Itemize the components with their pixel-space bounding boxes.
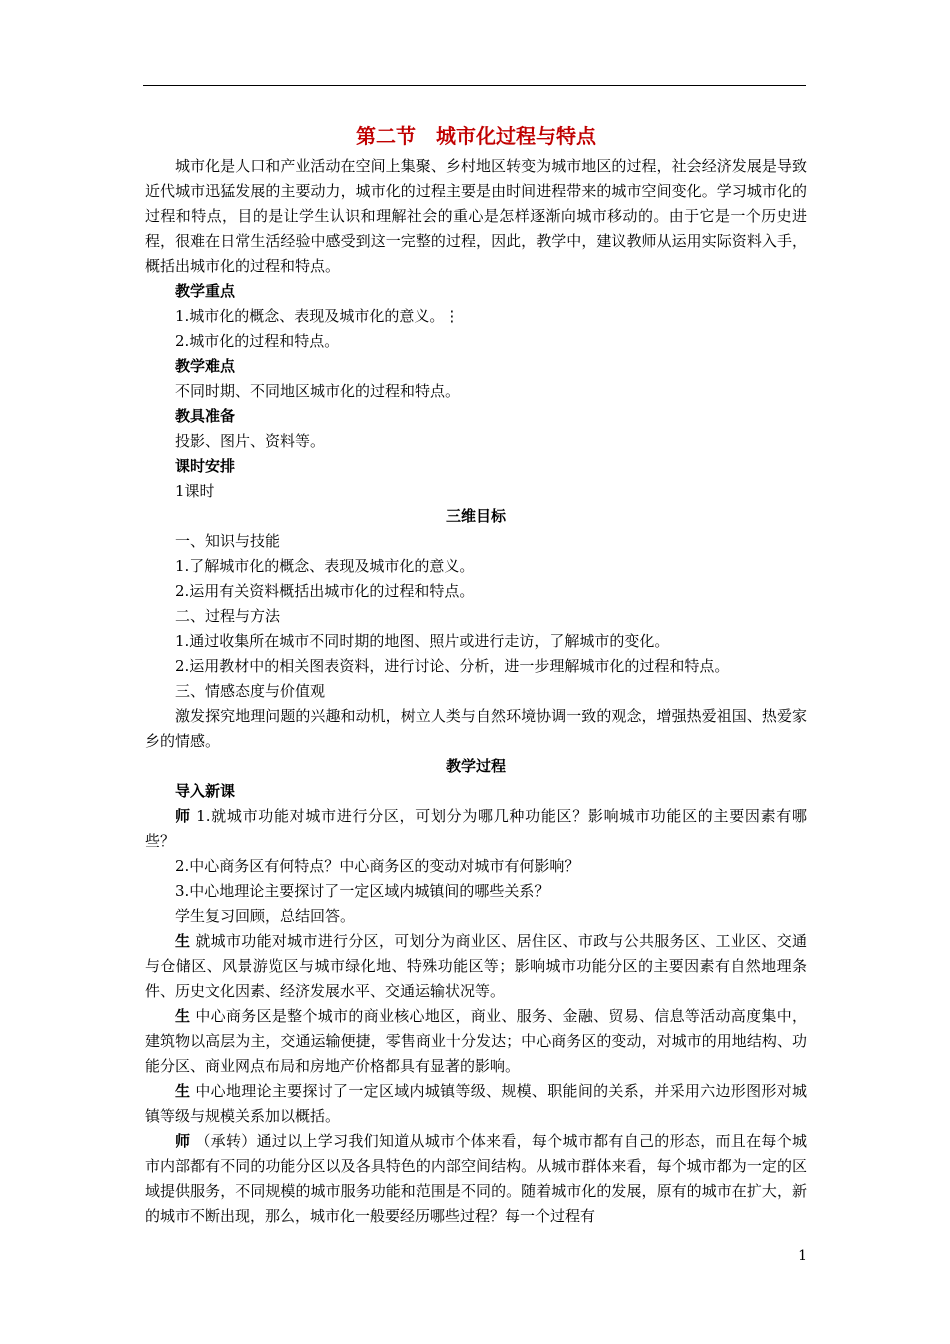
student-answer — [145, 929, 807, 1004]
review-text: 学生复习回顾，总结回答。 — [175, 907, 356, 925]
focus-item: 2.城市化的过程和特点。 — [175, 332, 340, 350]
focus-item: 1.城市化的概念、表现及城市化的意义。⋮ — [175, 307, 460, 325]
teacher-question: 3.中心地理论主要探讨了一定区域内城镇间的哪些关系？ — [175, 882, 550, 900]
goals-item: 1.通过收集所在城市不同时期的地图、照片或进行走访，了解城市的变化。 — [175, 632, 670, 650]
answer-text: 就城市功能对城市进行分区，可划分为商业区、居住区、市政与公共服务区、工业区、交通与仓储区、风景游览区与城市绿化地、特殊功能区等；影响城市功能分区的主要因素有自然地理条件、历史文化因素、经济发展水平、交通运输状况等。 — [145, 932, 807, 1000]
goals-section-title: 三、情感态度与价值观 — [175, 682, 326, 700]
teacher-question: 2.中心商务区有何特点？中心商务区的变动对城市有何影响？ — [175, 857, 580, 875]
materials-heading: 教具准备 — [175, 407, 236, 425]
schedule-text: 1课时 — [175, 482, 215, 500]
header-rule — [143, 85, 806, 86]
student-label: 生 — [175, 1007, 191, 1025]
difficulty-text: 不同时期、不同地区城市化的过程和特点。 — [175, 382, 461, 400]
teacher-label: 师 — [175, 807, 191, 825]
focus-heading: 教学重点 — [175, 282, 236, 300]
teacher-transition — [145, 1129, 807, 1229]
goals-item: 2.运用有关资料概括出城市化的过程和特点。 — [175, 582, 475, 600]
student-answer — [145, 1004, 807, 1079]
page-number: 1 — [798, 1248, 807, 1264]
goals-text: 激发探究地理问题的兴趣和动机，树立人类与自然环境协调一致的观念，增强热爱祖国、热爱家乡的情感。 — [145, 707, 807, 750]
page-title: 第二节 城市化过程与特点 — [356, 124, 596, 148]
intro-lesson-heading: 导入新课 — [175, 782, 236, 800]
goals-section-title: 一、知识与技能 — [175, 532, 281, 550]
difficulty-heading: 教学难点 — [175, 357, 236, 375]
document-body — [145, 118, 807, 1229]
intro-paragraph: 城市化是人口和产业活动在空间上集聚、乡村地区转变为城市地区的过程，社会经济发展是导致近代城市迅猛发展的主要动力，城市化的过程主要是由时间进程带来的城市空间变化。学习城市化的过程和特点，目的是让学生认识和理解社会的重心是怎样逐渐向城市移动的。由于它是一个历史进程，很难在日常生活经验中感受到这一完整的过程，因此，教学中，建议教师从运用实际资料入手，概括出城市化的过程和特点。 — [145, 157, 807, 275]
student-answer — [145, 1079, 807, 1129]
goals-item: 2.运用教材中的相关图表资料，进行讨论、分析，进一步理解城市化的过程和特点。 — [175, 657, 730, 675]
goals-item: 1.了解城市化的概念、表现及城市化的意义。 — [175, 557, 475, 575]
goals-heading: 三维目标 — [445, 507, 506, 525]
goals-section-title: 二、过程与方法 — [175, 607, 281, 625]
question-text: 1.就城市功能对城市进行分区，可划分为哪几种功能区？影响城市功能区的主要因素有哪些？ — [145, 807, 807, 850]
answer-text: 中心商务区是整个城市的商业核心地区，商业、服务、金融、贸易、信息等活动高度集中，建筑物以高层为主，交通运输便捷，零售商业十分发达；中心商务区的变动，对城市的用地结构、功能分区、商业网点布局和房地产价格都具有显著的影响。 — [145, 1007, 807, 1075]
materials-text: 投影、图片、资料等。 — [175, 432, 326, 450]
answer-text: 中心地理论主要探讨了一定区域内城镇等级、规模、职能间的关系，并采用六边形图形对城镇等级与规模关系加以概括。 — [145, 1082, 807, 1125]
process-heading: 教学过程 — [445, 757, 506, 775]
schedule-heading: 课时安排 — [175, 457, 236, 475]
student-label: 生 — [175, 1082, 191, 1100]
teacher-label: 师 — [175, 1132, 191, 1150]
teacher-question — [145, 804, 807, 854]
student-label: 生 — [175, 932, 191, 950]
transition-text: （承转）通过以上学习我们知道从城市个体来看，每个城市都有自己的形态，而且在每个城市内部都有不同的功能分区以及各具特色的内部空间结构。从城市群体来看，每个城市都为一定的区域提供服务，不同规模的城市服务功能和范围是不同的。随着城市化的发展，原有的城市在扩大，新的城市不断出现，那么，城市化一般要经历哪些过程？每一个过程有 — [145, 1132, 807, 1225]
